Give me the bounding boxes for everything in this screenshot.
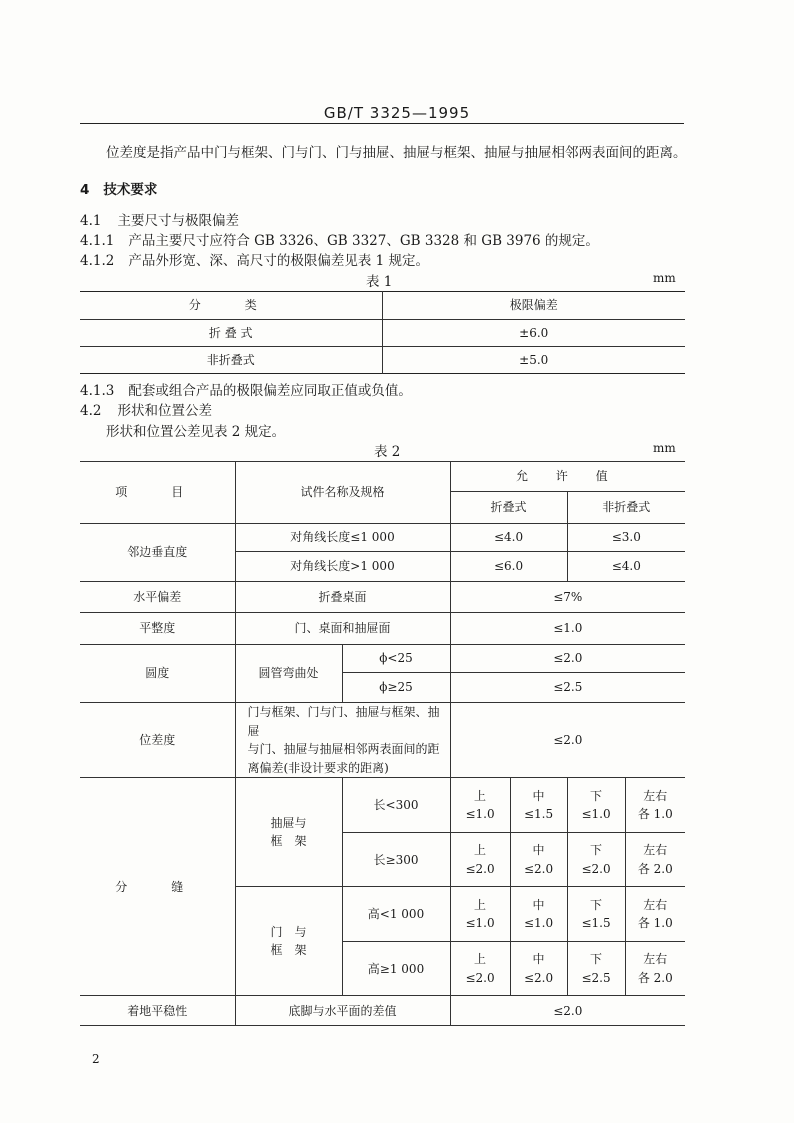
item-level-deviation: 水平偏差 bbox=[80, 582, 235, 613]
header-non-folding: 非折叠式 bbox=[567, 492, 685, 524]
header-spec: 试件名称及规格 bbox=[235, 462, 450, 524]
gap-sides-cell: 左右 各 2.0 bbox=[625, 833, 685, 887]
gap-middle-cell: 中 ≤1.0 bbox=[510, 887, 567, 942]
clause-text: 产品主要尺寸应符合 GB 3326、GB 3327、GB 3328 和 GB 3976 的规定。 bbox=[128, 233, 599, 249]
table-1-type-cell: 非折叠式 bbox=[80, 347, 382, 374]
item-position-difference: 位差度 bbox=[80, 703, 235, 778]
table-1-header-deviation: 极限偏差 bbox=[382, 292, 685, 320]
clause-number: 4.1 bbox=[80, 213, 102, 229]
table-row bbox=[80, 320, 685, 347]
spec-cell: 折叠桌面 bbox=[235, 582, 450, 613]
table-row bbox=[80, 292, 685, 320]
value-cell: ≤1.0 bbox=[450, 613, 685, 645]
clause-text: 产品外形宽、深、高尺寸的极限偏差见表 1 规定。 bbox=[128, 253, 430, 269]
spec-cell: 圆管弯曲处 bbox=[235, 645, 342, 703]
gap-bottom-cell: 下 ≤2.0 bbox=[567, 833, 625, 887]
value-cell: ≤2.0 bbox=[450, 703, 685, 778]
value-cell: ≤2.0 bbox=[450, 996, 685, 1026]
group-label-line: 抽屉与 bbox=[270, 815, 307, 830]
table-1-type-cell: 折 叠 式 bbox=[80, 320, 382, 347]
table-2 bbox=[80, 461, 685, 1026]
table-row bbox=[80, 462, 685, 492]
table-row bbox=[80, 703, 685, 778]
gap-top-cell: 上 ≤1.0 bbox=[450, 778, 510, 833]
gap-middle-cell: 中 ≤2.0 bbox=[510, 942, 567, 996]
gap-sides-cell: 左右 各 1.0 bbox=[625, 778, 685, 833]
value-cell: ≤7% bbox=[450, 582, 685, 613]
spec-cell: 门、桌面和抽屉面 bbox=[235, 613, 450, 645]
gap-group-door bbox=[235, 887, 342, 996]
standard-header: GB/T 3325—1995 bbox=[323, 104, 471, 122]
clause-text: 配套或组合产品的极限偏差应同取正值或负值。 bbox=[128, 383, 412, 399]
spec-line: 与门、抽屉与抽屉相邻两表面间的距 bbox=[247, 742, 440, 757]
item-flatness: 平整度 bbox=[80, 613, 235, 645]
item-floor-stability: 着地平稳性 bbox=[80, 996, 235, 1026]
value-folding: ≤4.0 bbox=[450, 524, 567, 552]
gap-top-cell: 上 ≤1.0 bbox=[450, 887, 510, 942]
spec-cell: 对角线长度>1 000 bbox=[235, 552, 450, 582]
gap-sides-cell: 左右 各 2.0 bbox=[625, 942, 685, 996]
value-cell: ≤2.5 bbox=[450, 673, 685, 703]
clause-text: 形状和位置公差 bbox=[117, 403, 212, 419]
header-allowance: 允 许 值 bbox=[450, 462, 685, 492]
gap-sides-cell: 左右 各 1.0 bbox=[625, 887, 685, 942]
condition-cell: 长<300 bbox=[342, 778, 450, 833]
value-non-folding: ≤3.0 bbox=[567, 524, 685, 552]
value-non-folding: ≤4.0 bbox=[567, 552, 685, 582]
gap-top-cell: 上 ≤2.0 bbox=[450, 942, 510, 996]
spec-cell: 底脚与水平面的差值 bbox=[235, 996, 450, 1026]
group-label-line: 框 架 bbox=[270, 834, 307, 849]
gap-bottom-cell: 下 ≤1.5 bbox=[567, 887, 625, 942]
item-gap: 分 缝 bbox=[80, 778, 235, 996]
section-4-heading bbox=[80, 178, 157, 198]
item-roundness: 圆度 bbox=[80, 645, 235, 703]
clause-4-1-2 bbox=[80, 249, 429, 269]
header-item: 项 目 bbox=[80, 462, 235, 524]
header-folding: 折叠式 bbox=[450, 492, 567, 524]
table-row bbox=[80, 347, 685, 374]
table-row bbox=[80, 524, 685, 552]
spec-cell: 对角线长度≤1 000 bbox=[235, 524, 450, 552]
clause-text: 主要尺寸与极限偏差 bbox=[117, 213, 239, 229]
page-number: 2 bbox=[92, 1052, 100, 1066]
value-folding: ≤6.0 bbox=[450, 552, 567, 582]
group-label-line: 框 架 bbox=[270, 943, 307, 958]
header-rule bbox=[80, 123, 684, 124]
clause-4-1-3 bbox=[80, 379, 412, 399]
item-perpendicularity: 邻边垂直度 bbox=[80, 524, 235, 582]
condition-cell: ϕ<25 bbox=[342, 645, 450, 673]
gap-group-drawer bbox=[235, 778, 342, 887]
clause-4-1 bbox=[80, 209, 239, 229]
clause-number: 4.2 bbox=[80, 403, 102, 419]
gap-middle-cell: 中 ≤1.5 bbox=[510, 778, 567, 833]
table-1-value-cell: ±6.0 bbox=[382, 320, 685, 347]
table-row bbox=[80, 582, 685, 613]
clause-4-2-body: 形状和位置公差见表 2 规定。 bbox=[106, 424, 286, 440]
spec-line: 门与框架、门与门、抽屉与框架、抽屉 bbox=[247, 705, 440, 738]
table-row bbox=[80, 996, 685, 1026]
group-label-line: 门 与 bbox=[270, 924, 307, 939]
gap-bottom-cell: 下 ≤2.5 bbox=[567, 942, 625, 996]
table-row bbox=[80, 645, 685, 673]
intro-paragraph: 位差度是指产品中门与框架、门与门、门与抽屉、抽屉与框架、抽屉与抽屉相邻两表面间的距离。 bbox=[106, 145, 687, 161]
gap-bottom-cell: 下 ≤1.0 bbox=[567, 778, 625, 833]
value-cell: ≤2.0 bbox=[450, 645, 685, 673]
table-1-header-type: 分 类 bbox=[188, 298, 273, 313]
clause-4-2 bbox=[80, 399, 212, 419]
table-2-unit: mm bbox=[653, 441, 676, 455]
table-1-value-cell: ±5.0 bbox=[382, 347, 685, 374]
table-row bbox=[80, 613, 685, 645]
table-1-unit: mm bbox=[653, 271, 676, 285]
table-1 bbox=[80, 291, 685, 374]
clause-number: 4.1.2 bbox=[80, 253, 115, 269]
condition-cell: 长≥300 bbox=[342, 833, 450, 887]
table-row bbox=[80, 778, 685, 833]
spec-cell bbox=[235, 703, 450, 778]
section-4-number: 4 bbox=[80, 182, 90, 198]
clause-number: 4.1.1 bbox=[80, 233, 115, 249]
spec-line: 离偏差(非设计要求的距离) bbox=[247, 760, 389, 775]
gap-top-cell: 上 ≤2.0 bbox=[450, 833, 510, 887]
condition-cell: 高<1 000 bbox=[342, 887, 450, 942]
section-4-title: 技术要求 bbox=[103, 182, 158, 198]
clause-number: 4.1.3 bbox=[80, 383, 115, 399]
table-1-caption: 表 1 bbox=[366, 274, 393, 290]
clause-4-1-1 bbox=[80, 229, 599, 249]
gap-middle-cell: 中 ≤2.0 bbox=[510, 833, 567, 887]
condition-cell: ϕ≥25 bbox=[342, 673, 450, 703]
condition-cell: 高≥1 000 bbox=[342, 942, 450, 996]
table-2-caption: 表 2 bbox=[374, 444, 401, 460]
